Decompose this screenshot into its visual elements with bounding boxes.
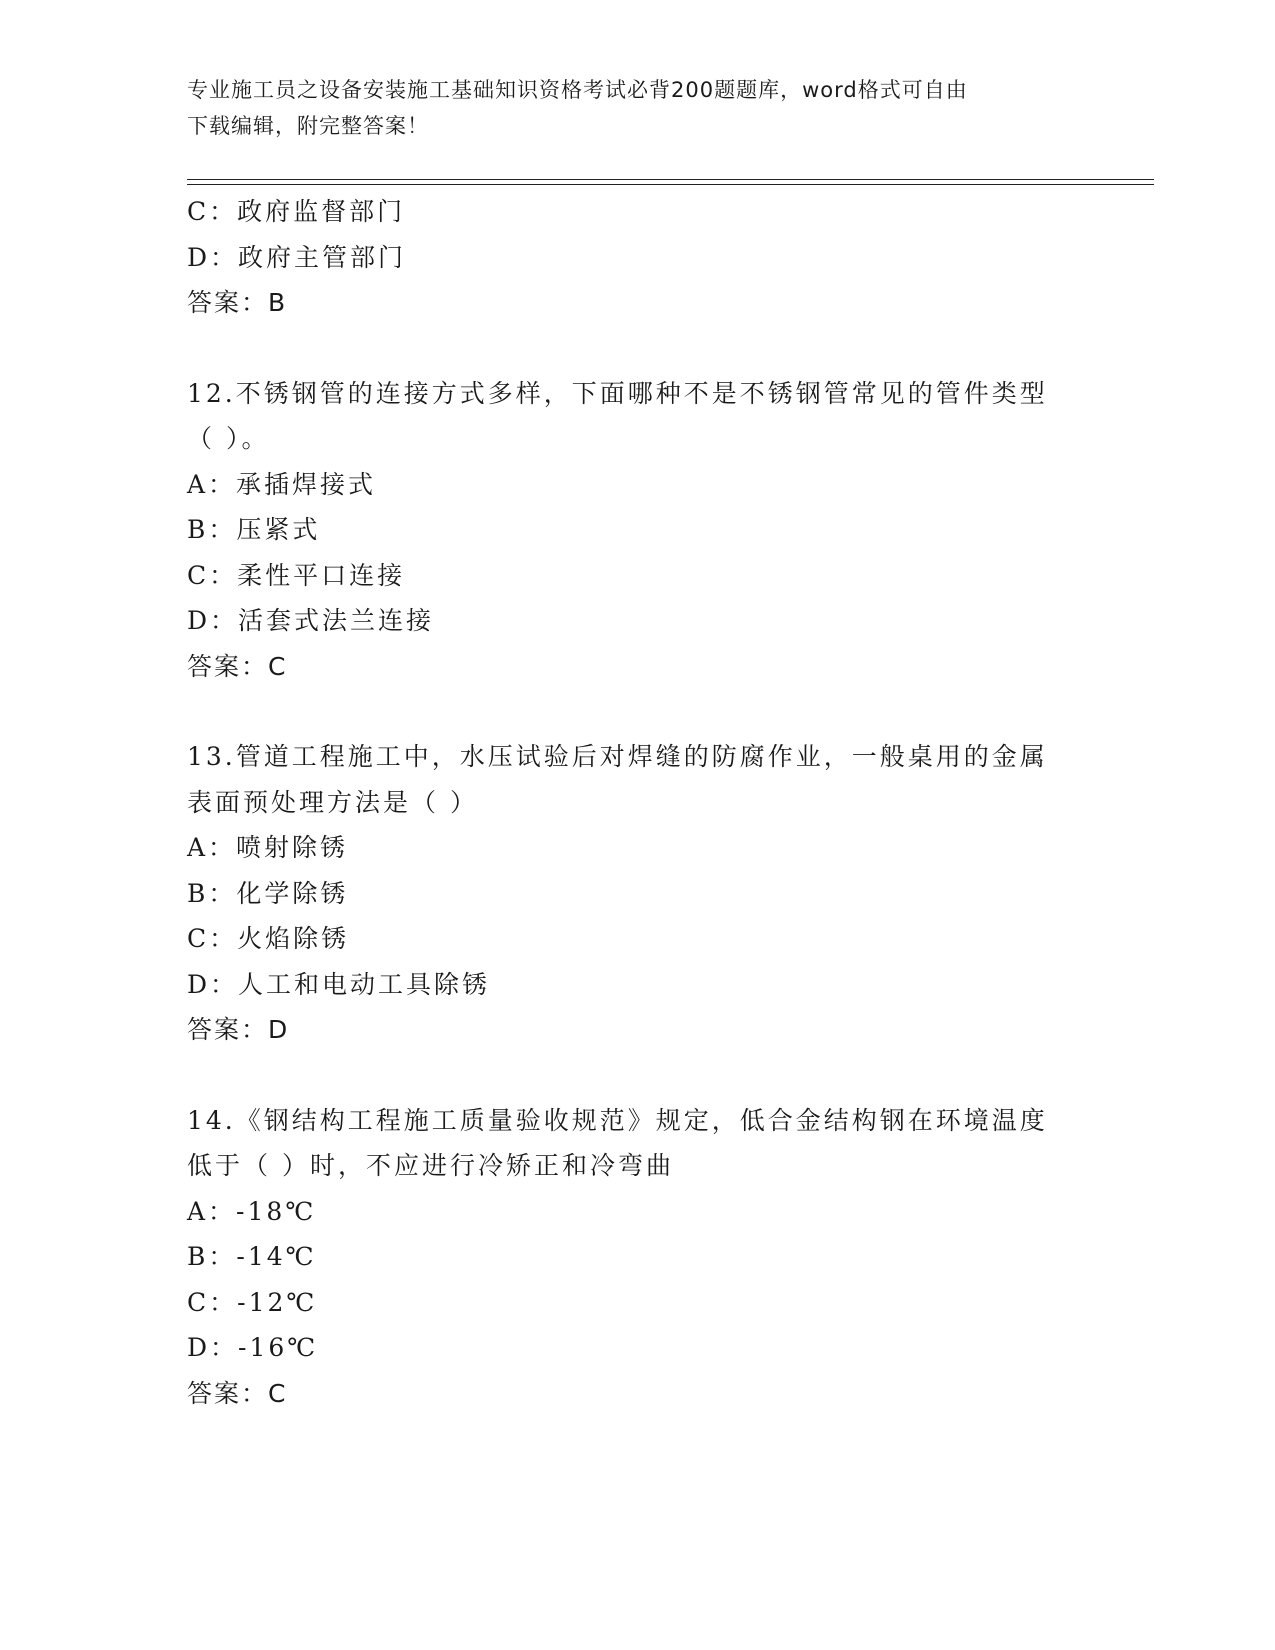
option-c: C：柔性平口连接 [187,560,406,590]
option-c: C：火焰除锈 [187,924,350,953]
question-text-line-2: （ ）。 [187,424,270,453]
header-divider-thick [187,179,1154,180]
option-c: C：-12℃ [187,1287,318,1317]
question-text-line-1: 13.管道工程施工中，水压试验后对焊缝的防腐作业，一般桌用的金属 [187,742,1048,771]
question-text-line-2: 低于（ ）时，不应进行冷矫正和冷弯曲 [187,1151,674,1180]
answer: 答案：C [187,1378,288,1408]
option-b: B：-14℃ [187,1242,317,1271]
option-d: D：活套式法兰连接 [187,606,435,635]
document-header [187,72,1067,144]
answer: 答案：D [187,1015,290,1044]
option-a: A：喷射除锈 [187,833,349,862]
option-b: B：压紧式 [187,515,321,544]
question-13 [187,734,1067,1053]
header-line-2: 下载编辑，附完整答案！ [187,114,429,138]
option-d: D：政府主管部门 [187,242,407,272]
answer: 答案：C [187,651,288,681]
option-c: C：政府监督部门 [187,197,406,226]
question-14 [187,1098,1067,1417]
option-b: B：化学除锈 [187,878,349,908]
option-d: D：-16℃ [187,1333,319,1362]
header-line-1: 专业施工员之设备安装施工基础知识资格考试必背200题题库，word格式可自由 [187,78,968,102]
option-a: A：-18℃ [187,1196,317,1226]
question-content [187,189,1067,1416]
answer: 答案：B [187,288,288,317]
option-d: D：人工和电动工具除锈 [187,969,491,999]
option-a: A：承插焊接式 [187,469,377,499]
question-12 [187,371,1067,690]
question-text-line-2: 表面预处理方法是（ ） [187,787,478,817]
question-11-fragment [187,189,1067,326]
header-divider-thin [187,184,1154,185]
question-text-line-1: 14.《钢结构工程施工质量验收规范》规定，低合金结构钢在环境温度 [187,1105,1048,1135]
question-text-line-1: 12.不锈钢管的连接方式多样，下面哪种不是不锈钢管常见的管件类型 [187,378,1048,408]
